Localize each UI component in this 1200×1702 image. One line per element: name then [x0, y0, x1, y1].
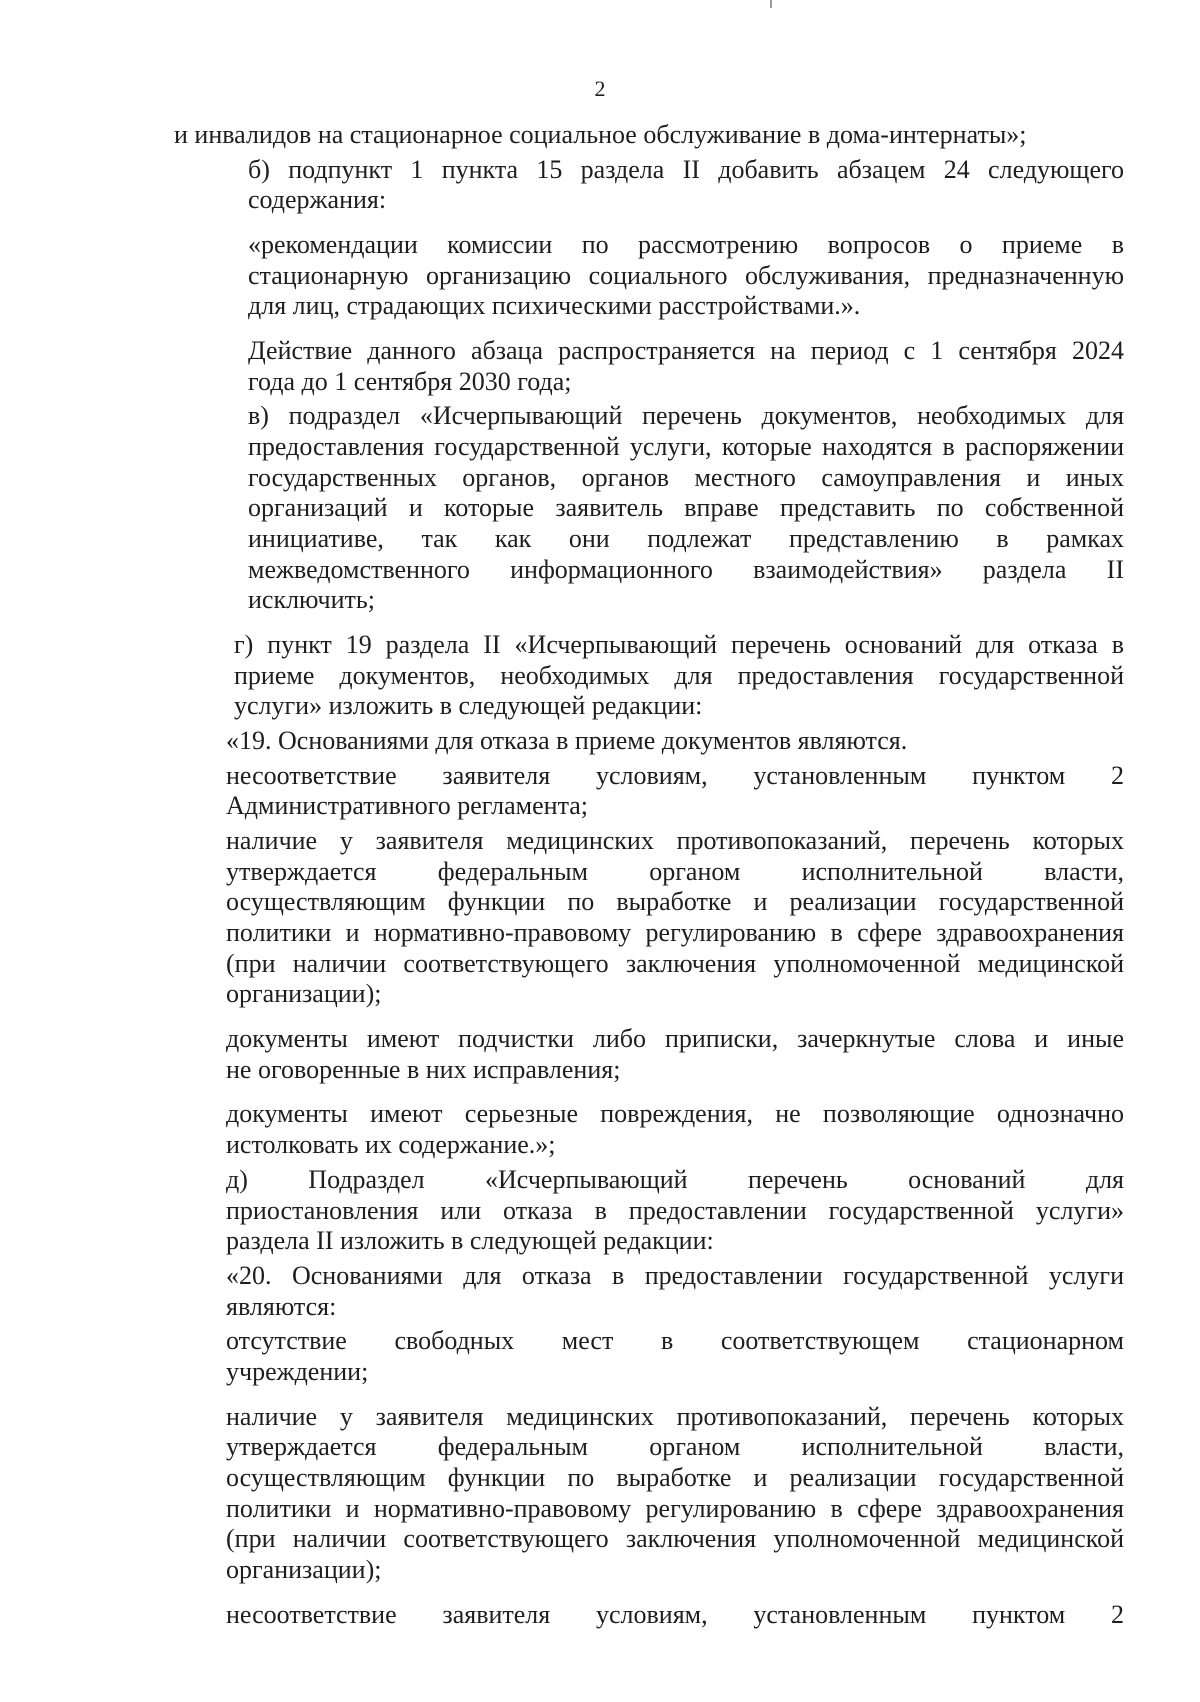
text-line: истолковать их содержание.»; — [226, 1130, 556, 1160]
paragraph-b — [174, 155, 1124, 216]
text-line: осуществляющим функции по выработке и реализации государственной — [226, 887, 1124, 917]
text-line: для лиц, страдающих психическими расстройствами.». — [248, 291, 861, 321]
paragraph-mismatch-conditions-2 — [174, 1600, 1124, 1631]
text-line: организации); — [226, 1554, 382, 1584]
text-line: являются: — [226, 1291, 337, 1321]
document-body — [174, 120, 1124, 1630]
text-line: не оговоренные в них исправления; — [226, 1054, 621, 1084]
text-line: содержания: — [248, 185, 387, 215]
text-line: документы имеют подчистки либо приписки, зачеркнутые слова и иные — [226, 1024, 1124, 1054]
paragraph-no-vacancies — [174, 1326, 1124, 1387]
text-line: приостановления или отказа в предоставлении государственной услуги» — [226, 1195, 1124, 1225]
text-line: услуги» изложить в следующей редакции: — [234, 691, 703, 721]
text-line: организаций и которые заявитель вправе представить по собственной — [248, 493, 1124, 523]
text-line: стационарную организацию социального обслуживания, предназначенную — [248, 260, 1124, 290]
text-line: приеме документов, необходимых для предоставления государственной — [234, 660, 1124, 690]
paragraph-contraindications-2 — [174, 1402, 1124, 1586]
paragraph-item-20 — [174, 1261, 1124, 1322]
text-line: (при наличии соответствующего заключения уполномоченной медицинской — [226, 948, 1124, 978]
text-line: раздела II изложить в следующей редакции: — [226, 1226, 714, 1256]
text-line: осуществляющим функции по выработке и реализации государственной — [226, 1462, 1124, 1492]
scan-artifact-mark — [770, 0, 772, 8]
text-line: несоответствие заявителя условиям, установленным пунктом 2 — [226, 1599, 1124, 1629]
paragraph-validity-period — [174, 336, 1124, 397]
text-line: учреждении; — [226, 1356, 369, 1386]
text-line: несоответствие заявителя условиям, установленным пунктом 2 — [226, 760, 1124, 790]
text-line: и инвалидов на стационарное социальное обслуживание в дома-интернаты»; — [174, 120, 1027, 149]
text-line: «19. Основаниями для отказа в приеме документов являются. — [226, 726, 908, 756]
text-line: наличие у заявителя медицинских противопоказаний, перечень которых — [226, 826, 1124, 856]
paragraph-g — [174, 630, 1124, 722]
text-line: государственных органов, органов местного самоуправления и иных — [248, 462, 1124, 492]
paragraph-damage — [174, 1099, 1124, 1160]
text-line: политики и нормативно-правовому регулированию в сфере здравоохранения — [226, 918, 1124, 948]
text-line: исключить; — [248, 585, 375, 615]
paragraph-contraindications — [174, 826, 1124, 1010]
text-line: документы имеют серьезные повреждения, не позволяющие однозначно — [226, 1099, 1124, 1129]
text-line: года до 1 сентября 2030 года; — [248, 366, 572, 396]
text-line: наличие у заявителя медицинских противопоказаний, перечень которых — [226, 1401, 1124, 1431]
text-line: б) подпункт 1 пункта 15 раздела II добавить абзацем 24 следующего — [248, 154, 1124, 184]
text-line: в) подраздел «Исчерпывающий перечень документов, необходимых для — [248, 401, 1124, 431]
paragraph-corrections — [174, 1024, 1124, 1085]
paragraph-quote-recommendations — [174, 230, 1124, 322]
text-line: отсутствие свободных мест в соответствующем стационарном — [226, 1326, 1124, 1356]
text-line: организации); — [226, 979, 382, 1009]
text-line: д) Подраздел «Исчерпывающий перечень оснований для — [226, 1164, 1124, 1194]
text-line: (при наличии соответствующего заключения уполномоченной медицинской — [226, 1524, 1124, 1554]
text-line: межведомственного информационного взаимодействия» раздела II — [248, 554, 1124, 584]
paragraph-mismatch-conditions — [174, 761, 1124, 822]
text-line: предоставления государственной услуги, которые находятся в распоряжении — [248, 432, 1124, 462]
text-line: политики и нормативно-правовому регулированию в сфере здравоохранения — [226, 1493, 1124, 1523]
paragraph-v — [174, 401, 1124, 616]
text-line: утверждается федеральным органом исполнительной власти, — [226, 1432, 1124, 1462]
paragraph-item-19 — [174, 726, 1124, 757]
text-line: Действие данного абзаца распространяется на период с 1 сентября 2024 — [248, 336, 1124, 366]
text-line: Административного регламента; — [226, 791, 589, 821]
paragraph-d — [174, 1165, 1124, 1257]
text-line: г) пункт 19 раздела II «Исчерпывающий перечень оснований для отказа в — [234, 630, 1124, 660]
page-number: 2 — [594, 76, 606, 101]
text-line: «20. Основаниями для отказа в предоставлении государственной услуги — [226, 1260, 1124, 1290]
paragraph-continuation — [174, 120, 1124, 151]
text-line: инициативе, так как они подлежат представлению в рамках — [248, 524, 1124, 554]
text-line: «рекомендации комиссии по рассмотрению вопросов о приеме в — [248, 230, 1124, 260]
text-line: утверждается федеральным органом исполнительной власти, — [226, 856, 1124, 886]
